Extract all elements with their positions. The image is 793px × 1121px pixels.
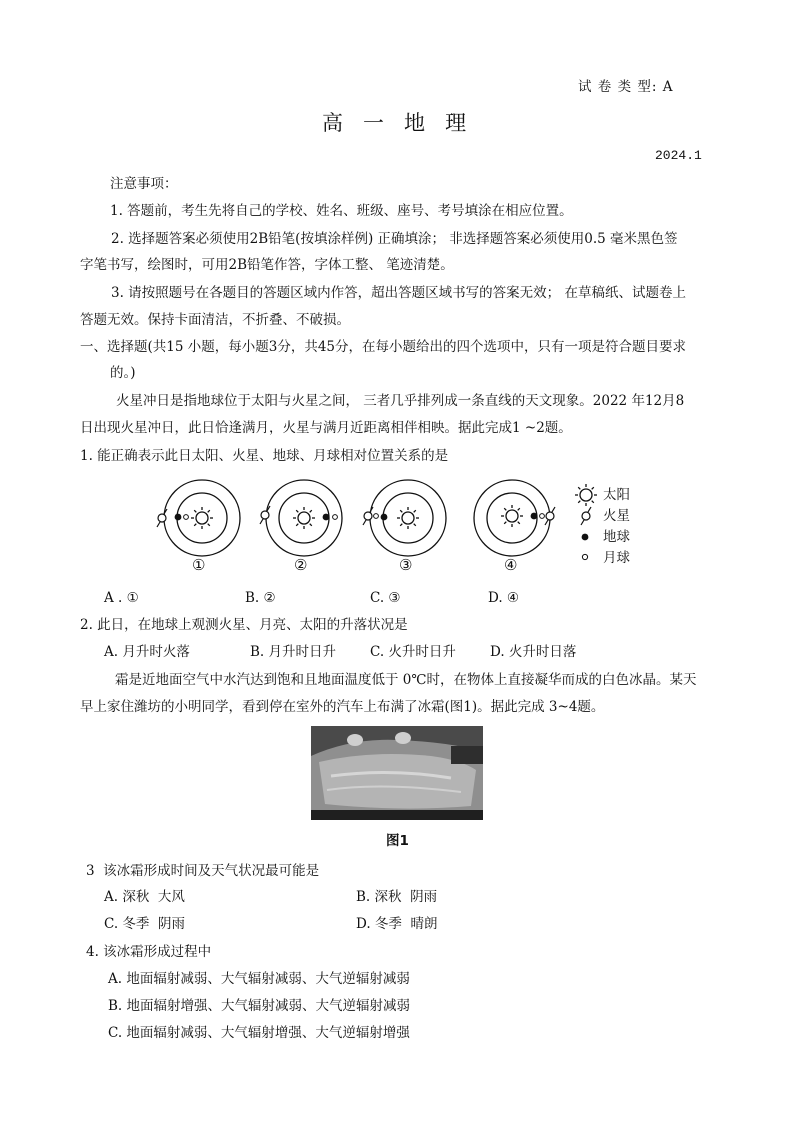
diagram-label-1: ① bbox=[192, 556, 206, 574]
legend-label-mars: 火星 bbox=[603, 508, 630, 524]
frosted-car-photo bbox=[311, 726, 483, 820]
paper-type: 试 卷 类 型: A bbox=[578, 79, 674, 95]
moon-icon bbox=[333, 515, 338, 520]
sun-icon bbox=[397, 507, 419, 529]
orbit-diagram-1 bbox=[157, 480, 240, 556]
legend-earth-icon bbox=[582, 534, 589, 541]
q2-option-a: A. 月升时火落 bbox=[104, 644, 190, 660]
q2-option-c: C. 火升时日升 bbox=[370, 644, 456, 660]
exam-date: 2024.1 bbox=[655, 148, 702, 163]
passage-2-line-1: 霜是近地面空气中水汽达到饱和且地面温度低于 0℃时，在物体上直接凝华而成的白色冰晶。某天 bbox=[115, 672, 697, 688]
q2-option-d: D. 火升时日落 bbox=[490, 644, 577, 660]
earth-icon bbox=[323, 514, 330, 521]
q2-option-b: B. 月升时日升 bbox=[250, 644, 337, 660]
diagram-label-2: ② bbox=[294, 556, 308, 574]
earth-icon bbox=[175, 514, 182, 521]
q1-option-c: C. ③ bbox=[370, 590, 401, 606]
earth-icon bbox=[531, 513, 538, 520]
legend-label-sun: 太阳 bbox=[603, 487, 630, 503]
q4-option-b: B. 地面辐射增强、大气辐射减弱、大气逆辐射减弱 bbox=[108, 998, 411, 1014]
note-item-2-line-2: 字笔书写，绘图时，可用2B铅笔作答，字体工整、 笔迹清楚。 bbox=[80, 257, 454, 273]
q3-option-d: D. 冬季 晴朗 bbox=[356, 916, 438, 932]
q3-option-c: C. 冬季 阴雨 bbox=[104, 916, 186, 932]
question-1-stem: 1. 能正确表示此日太阳、火星、地球、月球相对位置关系的是 bbox=[80, 448, 449, 464]
question-3-stem: 3 该冰霜形成时间及天气状况最可能是 bbox=[86, 863, 320, 879]
note-item-3-line-1: 3. 请按照题号在各题目的答题区域内作答，超出答题区域书写的答案无效； 在草稿纸、试题卷上 bbox=[111, 285, 686, 301]
diagram-label-3: ③ bbox=[399, 556, 413, 574]
figure-1-caption: 图1 bbox=[386, 833, 409, 849]
note-item-2-line-1: 2. 选择题答案必须使用2B铅笔(按填涂样例) 正确填涂； 非选择题答案必须使用0.5 毫米黑色签 bbox=[111, 231, 678, 247]
legend-sun-icon bbox=[575, 484, 597, 506]
q1-option-d: D. ④ bbox=[488, 590, 520, 606]
passage-2-line-2: 早上家住潍坊的小明同学，看到停在室外的汽车上布满了冰霜(图1)。据此完成 3~4题。 bbox=[80, 699, 605, 715]
sun-icon bbox=[293, 507, 315, 529]
legend-moon-icon bbox=[582, 554, 587, 559]
moon-icon bbox=[374, 514, 379, 519]
diagram-label-4: ④ bbox=[504, 556, 518, 574]
orbit-diagram-4 bbox=[474, 480, 555, 556]
orbit-diagram-2 bbox=[260, 480, 342, 556]
moon-icon bbox=[184, 515, 189, 520]
passage-1-line-1: 火星冲日是指地球位于太阳与火星之间， 三者几乎排列成一条直线的天文现象。2022 年12月8 bbox=[116, 393, 685, 409]
q3-option-a: A. 深秋 大风 bbox=[104, 889, 185, 905]
moon-icon bbox=[540, 514, 545, 519]
question-4-stem: 4. 该冰霜形成过程中 bbox=[86, 944, 212, 960]
note-item-3-line-2: 答题无效。保持卡面清洁，不折叠、不破损。 bbox=[80, 312, 350, 328]
mars-icon bbox=[363, 507, 373, 525]
q3-option-b: B. 深秋 阴雨 bbox=[356, 889, 438, 905]
mars-icon bbox=[157, 509, 167, 527]
section-1-heading-line-1: 一、选择题(共15 小题，每小题3分，共45分，在每小题给出的四个选项中，只有一项是符合题目要求 bbox=[80, 339, 687, 355]
q4-option-a: A. 地面辐射减弱、大气辐射减弱、大气逆辐射减弱 bbox=[108, 971, 410, 987]
q4-option-c: C. 地面辐射减弱、大气辐射增强、大气逆辐射增强 bbox=[108, 1025, 410, 1041]
question-2-stem: 2. 此日，在地球上观测火星、月亮、太阳的升落状况是 bbox=[80, 617, 408, 633]
notes-heading: 注意事项： bbox=[110, 176, 178, 192]
legend-label-moon: 月球 bbox=[603, 550, 630, 566]
q1-option-b: B. ② bbox=[245, 590, 276, 606]
q1-option-a: A . ① bbox=[104, 590, 139, 606]
legend-mars-icon bbox=[581, 507, 591, 525]
page-title: 高 一 地 理 bbox=[322, 111, 467, 135]
note-item-1: 1. 答题前，考生先将自己的学校、姓名、班级、座号、考号填涂在相应位置。 bbox=[110, 203, 573, 219]
mars-icon bbox=[260, 506, 270, 524]
earth-icon bbox=[381, 514, 388, 521]
section-1-heading-line-2: 的。) bbox=[110, 365, 136, 381]
sun-icon bbox=[501, 505, 523, 527]
sun-icon bbox=[191, 507, 213, 529]
orbit-diagram-3 bbox=[363, 480, 446, 556]
passage-1-line-2: 日出现火星冲日，此日恰逢满月，火星与满月近距离相伴相映。据此完成1 ~2题。 bbox=[80, 420, 572, 436]
legend-label-earth: 地球 bbox=[603, 529, 630, 545]
